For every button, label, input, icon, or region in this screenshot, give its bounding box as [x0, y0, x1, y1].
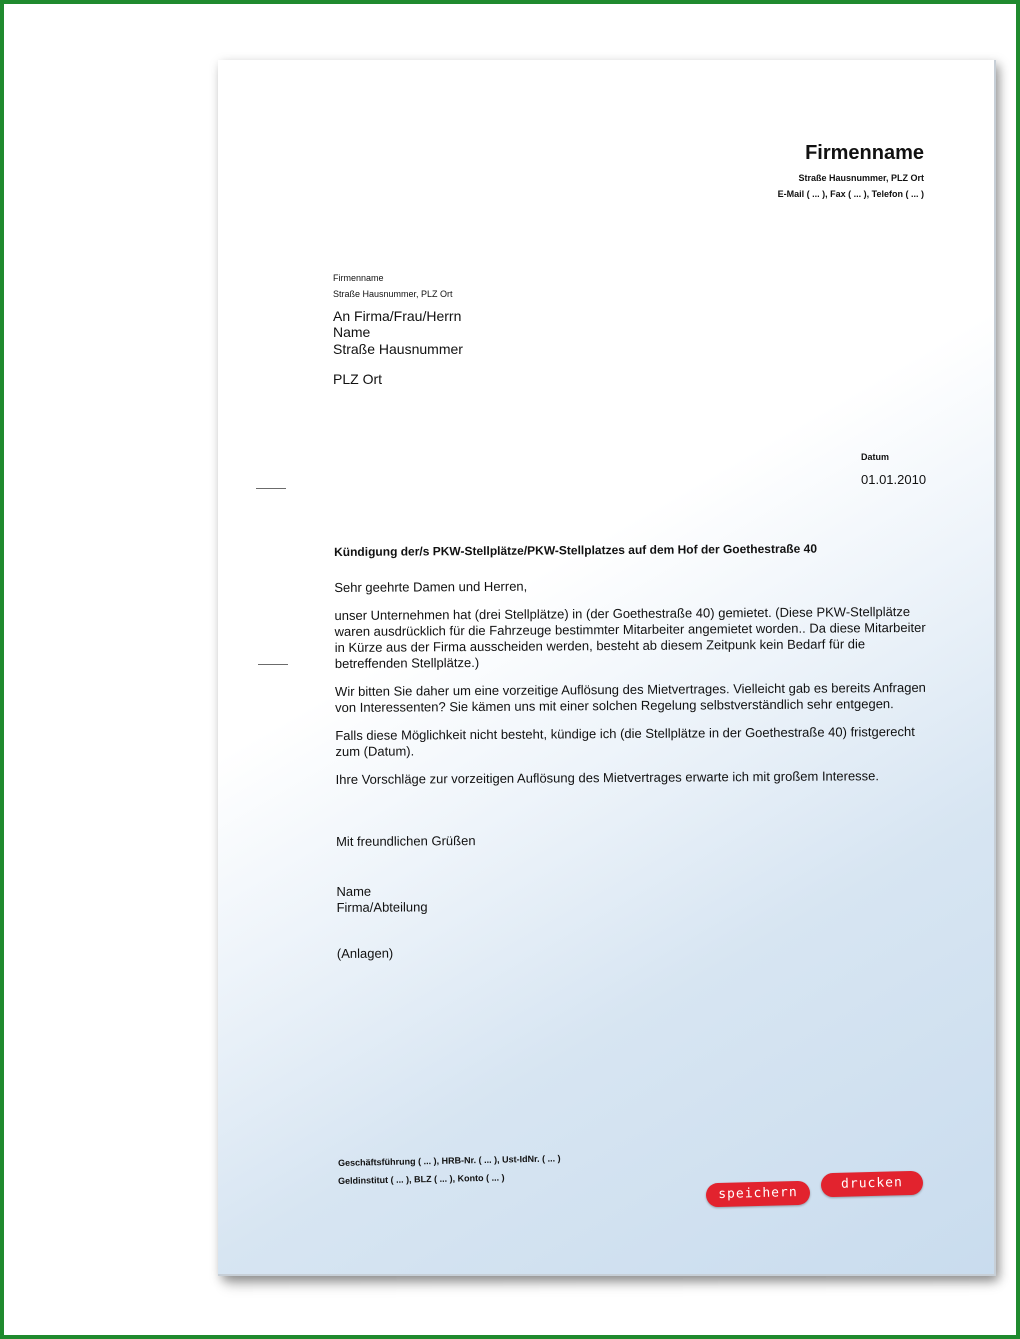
date-value: 01.01.2010 — [861, 472, 927, 487]
fold-mark-top — [256, 488, 286, 489]
fold-mark-middle — [258, 664, 288, 665]
signature-name: Name — [336, 883, 372, 899]
attachments-note: (Anlagen) — [336, 945, 394, 961]
recipient-line-3: Straße Hausnummer — [333, 341, 463, 357]
recipient-line-1: An Firma/Frau/Herrn — [333, 308, 462, 324]
letter-closing: Mit freundlichen Grüßen — [336, 833, 476, 849]
sender-address: Straße Hausnummer, PLZ Ort — [333, 289, 453, 299]
letter-page — [218, 60, 996, 1276]
recipient-line-2: Name — [333, 324, 371, 340]
paragraph-1-line: in Kürze aus der Firma ausscheiden werden, besteht ab diesem Zeitpunk kein Bedarf für die — [334, 636, 866, 655]
letter-salutation: Sehr geehrte Damen und Herren, — [334, 578, 528, 595]
signature-department: Firma/Abteilung — [336, 899, 428, 915]
paragraph-1 — [334, 604, 934, 672]
paragraph-2 — [335, 680, 935, 716]
paragraph-2-line: Wir bitten Sie daher um eine vorzeitige Auflösung des Mietvertrages. Vielleicht gab es bereits Anfragen — [334, 679, 926, 699]
footer-company-register: Geschäftsführung ( ... ), HRB-Nr. ( ... ), Ust-IdNr. ( ... ) — [338, 1153, 561, 1168]
paragraph-4: Ihre Vorschläge zur vorzeitigen Auflösung des Mietvertrages erwarte ich mit großem Interesse. — [335, 768, 880, 787]
letterhead-address: Straße Hausnummer, PLZ Ort — [798, 173, 924, 183]
letterhead-contact: E-Mail ( ... ), Fax ( ... ), Telefon ( ... ) — [777, 189, 924, 199]
paragraph-1-line: unser Unternehmen hat (drei Stellplätze) in (der Goethestraße 40) gemietet. (Diese PKW-Stellplätze — [334, 603, 911, 623]
print-button[interactable]: drucken — [821, 1171, 924, 1198]
letterhead-company-name: Firmenname — [805, 142, 924, 164]
paragraph-3-line: zum (Datum). — [335, 743, 415, 759]
paragraph-1-line: waren ausdrücklich für die Fahrzeuge bestimmter Mitarbeiter angemietet worden.. Da diese Mitarbeiter — [334, 619, 926, 639]
footer-bank-details: Geldinstitut ( ... ), BLZ ( ... ), Konto ( ... ) — [338, 1172, 505, 1186]
save-button[interactable]: speichern — [706, 1181, 811, 1208]
paragraph-1-line: betreffenden Stellplätze.) — [334, 654, 480, 671]
recipient-line-4: PLZ Ort — [333, 371, 383, 387]
sender-name: Firmenname — [333, 273, 384, 283]
letter-body — [334, 540, 937, 962]
paragraph-3-line: Falls diese Möglichkeit nicht besteht, kündige ich (die Stellplätze in der Goethestraße 40) fristgerecht — [335, 723, 915, 743]
paragraph-2-line: von Interessenten? Sie kämen uns mit einer solchen Regelung selbstverständlich sehr entgegen. — [335, 696, 894, 715]
date-label: Datum — [861, 452, 890, 462]
letter-subject: Kündigung der/s PKW-Stellplätze/PKW-Stellplatzes auf dem Hof der Goethestraße 40 — [334, 541, 818, 559]
paragraph-3 — [335, 724, 935, 760]
